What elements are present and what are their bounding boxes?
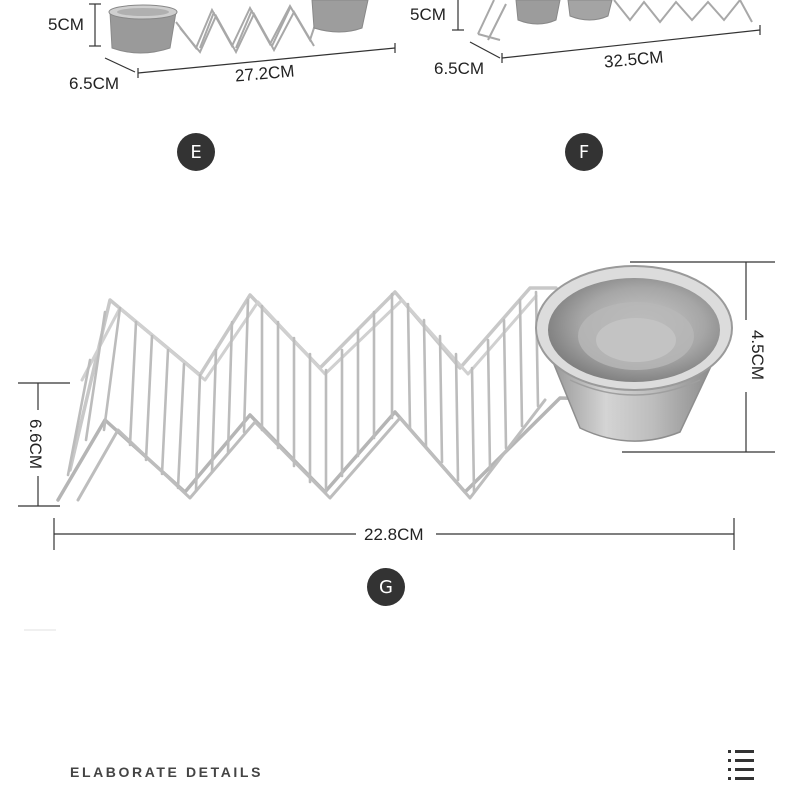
panel-g-cup-height-label: 4.5CM (748, 329, 768, 381)
panel-f-product (478, 0, 752, 40)
menu-icon[interactable] (728, 750, 754, 780)
panel-e-badge: E (177, 133, 215, 171)
panel-g-rack-height-label: 6.6CM (26, 418, 46, 470)
panel-e-length-label: 27.2CM (234, 61, 296, 86)
panel-f-depth-label: 6.5CM (434, 59, 485, 78)
panel-f-height-label: 5CM (410, 5, 446, 24)
panel-e-product (109, 0, 368, 53)
sauce-cup (536, 266, 732, 441)
panel-f-length-label: 32.5CM (603, 47, 665, 72)
panel-g-length-label: 22.8CM (364, 525, 424, 544)
panel-g-badge: G (367, 568, 405, 606)
section-title: ELABORATE DETAILS (70, 764, 264, 780)
panel-e-height-label: 5CM (48, 15, 84, 34)
panel-f-badge: F (565, 133, 603, 171)
panel-e-depth-label: 6.5CM (69, 74, 120, 93)
